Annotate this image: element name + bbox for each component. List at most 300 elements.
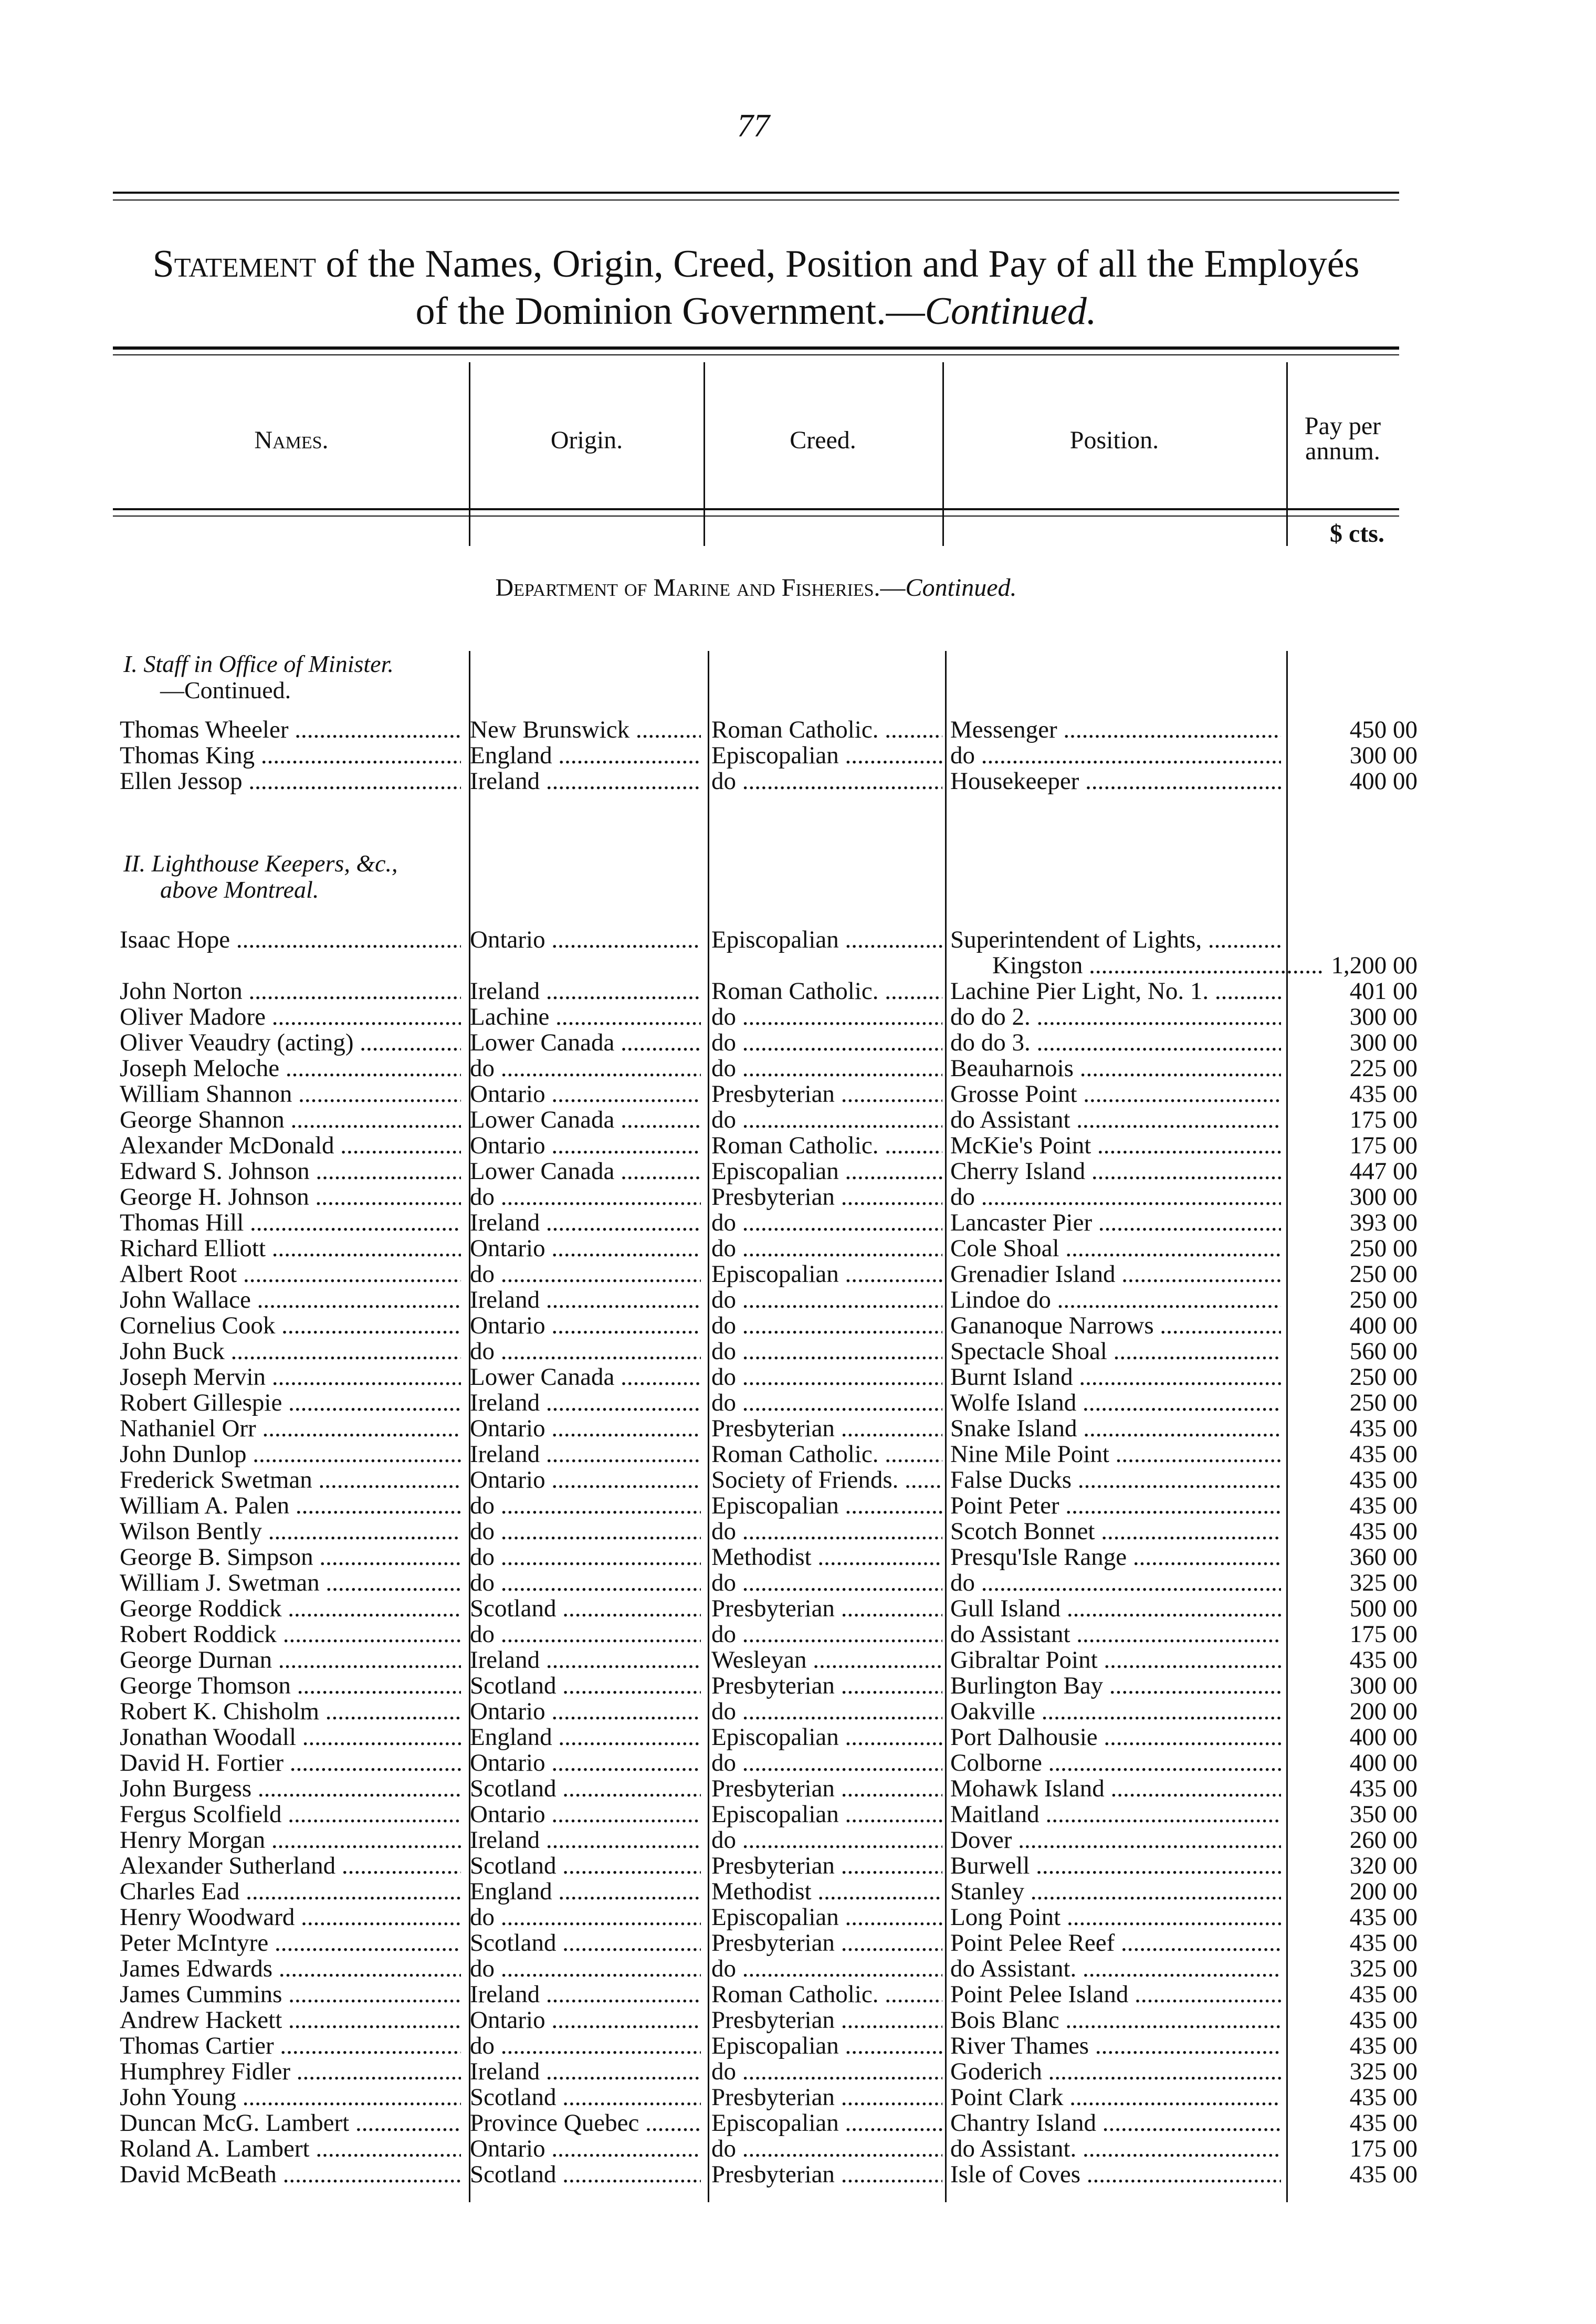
table-row — [0, 1467, 1596, 1493]
employee-name: William A. Palen ..... — [120, 1493, 461, 1519]
employee-creed: do ..... — [711, 1210, 942, 1236]
employee-position: Nine Mile Point ..... — [950, 1442, 1281, 1467]
employee-name: Robert Roddick ..... — [120, 1622, 461, 1647]
employee-origin: Ontario ..... — [470, 1081, 701, 1107]
employee-origin: do ..... — [470, 1622, 701, 1647]
employee-pay: 320 00 — [1349, 1853, 1418, 1879]
employee-position: Colborne ..... — [950, 1750, 1281, 1776]
employee-name: Thomas King ..... — [120, 743, 461, 769]
employee-position: Lancaster Pier ..... — [950, 1210, 1281, 1236]
table-row — [0, 743, 1596, 769]
employee-origin: do ..... — [470, 1519, 701, 1544]
employee-pay: 435 00 — [1349, 1081, 1418, 1107]
employee-pay: 300 00 — [1349, 743, 1418, 769]
header-divider — [1286, 362, 1288, 546]
employee-pay: 325 00 — [1349, 2059, 1418, 2085]
employee-creed: do ..... — [711, 1030, 942, 1056]
employee-name: Humphrey Fidler ..... — [120, 2059, 461, 2085]
table-row — [0, 2110, 1596, 2136]
employee-origin: do ..... — [470, 2033, 701, 2059]
employee-origin: Ireland ..... — [470, 1442, 701, 1467]
table-row — [0, 1416, 1596, 1442]
table-row — [0, 1004, 1596, 1030]
table-row — [0, 1159, 1596, 1184]
employee-creed: Episcopalian ..... — [711, 927, 942, 953]
employee-name: Andrew Hackett ..... — [120, 2007, 461, 2033]
employee-creed: do ..... — [711, 1390, 942, 1416]
employee-creed: do ..... — [711, 1287, 942, 1313]
employee-creed: Presbyterian ..... — [711, 2085, 942, 2110]
employee-pay: 400 00 — [1349, 1313, 1418, 1339]
table-row — [0, 1982, 1596, 2007]
employee-name: Peter McIntyre ..... — [120, 1930, 461, 1956]
table-row — [0, 2033, 1596, 2059]
employee-origin: Ireland ..... — [470, 1210, 701, 1236]
employee-position: Grosse Point ..... — [950, 1081, 1281, 1107]
employee-name: Oliver Veaudry (acting) ..... — [120, 1030, 461, 1056]
table-row — [0, 1261, 1596, 1287]
employee-creed: do ..... — [711, 1956, 942, 1982]
employee-name: Alexander Sutherland ..... — [120, 1853, 461, 1879]
employee-name: Robert K. Chisholm ..... — [120, 1699, 461, 1724]
currency-label: $ cts. — [1330, 520, 1384, 548]
employee-position: Point Peter ..... — [950, 1493, 1281, 1519]
employee-pay: 435 00 — [1349, 2162, 1418, 2188]
employee-pay: 435 00 — [1349, 2007, 1418, 2033]
department-heading — [113, 573, 1399, 602]
table-row — [0, 1236, 1596, 1261]
employee-creed: Episcopalian ..... — [711, 1802, 942, 1827]
employee-position: Goderich ..... — [950, 2059, 1281, 2085]
employee-pay: 435 00 — [1349, 1493, 1418, 1519]
employee-creed: Wesleyan ..... — [711, 1647, 942, 1673]
employee-creed: Roman Catholic. ..... — [711, 1442, 942, 1467]
table-row — [0, 1313, 1596, 1339]
employee-origin: Ontario ..... — [470, 1802, 701, 1827]
employee-creed: do ..... — [711, 1622, 942, 1647]
table-row — [0, 1107, 1596, 1133]
employee-pay: 300 00 — [1349, 1673, 1418, 1699]
employee-origin: do ..... — [470, 1056, 701, 1081]
employee-origin: Ontario ..... — [470, 2007, 701, 2033]
employee-pay: 435 00 — [1349, 1982, 1418, 2007]
employee-creed: Episcopalian ..... — [711, 743, 942, 769]
employee-name: Ellen Jessop ..... — [120, 769, 461, 794]
employee-pay: 300 00 — [1349, 1030, 1418, 1056]
table-row — [0, 1802, 1596, 1827]
table-row — [0, 1724, 1596, 1750]
employee-origin: do ..... — [470, 1905, 701, 1930]
employee-name: John Dunlop ..... — [120, 1442, 461, 1467]
table-row — [0, 1879, 1596, 1905]
header-origin: Origin. — [550, 426, 623, 454]
employee-creed: Society of Friends. ..... — [711, 1467, 942, 1493]
employee-position: Cole Shoal ..... — [950, 1236, 1281, 1261]
employee-name: William J. Swetman ..... — [120, 1570, 461, 1596]
table-row — [0, 769, 1596, 794]
employee-pay: 400 00 — [1349, 1724, 1418, 1750]
employee-position: Oakville ..... — [950, 1699, 1281, 1724]
employee-pay: 175 00 — [1349, 1107, 1418, 1133]
table-row — [0, 1596, 1596, 1622]
employee-creed: Episcopalian ..... — [711, 1493, 942, 1519]
employee-position: Point Pelee Island ..... — [950, 1982, 1281, 2007]
employee-origin: do ..... — [470, 1184, 701, 1210]
title-continued: Continued. — [925, 290, 1097, 333]
table-row — [0, 1930, 1596, 1956]
employee-origin: New Brunswick ..... — [470, 717, 701, 743]
table-row — [0, 1364, 1596, 1390]
employee-origin: Province Quebec ..... — [470, 2110, 701, 2136]
employee-origin: Scotland ..... — [470, 2162, 701, 2188]
employee-position: do do 3. ..... — [950, 1030, 1281, 1056]
employee-position: do ..... — [950, 1184, 1281, 1210]
employee-creed: Episcopalian ..... — [711, 1261, 942, 1287]
employee-origin: do ..... — [470, 1339, 701, 1364]
employee-creed: Roman Catholic. ..... — [711, 717, 942, 743]
department-name: Department of Marine and Fisheries.— — [495, 574, 906, 602]
table-row — [0, 1776, 1596, 1802]
employee-name: Edward S. Johnson ..... — [120, 1159, 461, 1184]
employee-origin: do ..... — [470, 1544, 701, 1570]
table-row — [0, 1622, 1596, 1647]
table-row — [0, 1210, 1596, 1236]
employee-origin: England ..... — [470, 1879, 701, 1905]
employee-name: George Thomson ..... — [120, 1673, 461, 1699]
employee-origin: Ireland ..... — [470, 1647, 701, 1673]
employee-position: do do 2. ..... — [950, 1004, 1281, 1030]
employee-pay: 435 00 — [1349, 1416, 1418, 1442]
employee-pay: 200 00 — [1349, 1699, 1418, 1724]
table-row — [0, 1750, 1596, 1776]
employee-pay: 250 00 — [1349, 1287, 1418, 1313]
employee-creed: do ..... — [711, 1750, 942, 1776]
employee-origin: Ireland ..... — [470, 769, 701, 794]
employee-position: Gananoque Narrows ..... — [950, 1313, 1281, 1339]
employee-creed: Presbyterian ..... — [711, 1596, 942, 1622]
employee-origin: Ireland ..... — [470, 2059, 701, 2085]
employee-pay: 435 00 — [1349, 2033, 1418, 2059]
table-row — [0, 1673, 1596, 1699]
employee-origin: Ireland ..... — [470, 1982, 701, 2007]
employee-origin: Ontario ..... — [470, 2136, 701, 2162]
employee-pay: 250 00 — [1349, 1236, 1418, 1261]
employee-name: David H. Fortier ..... — [120, 1750, 461, 1776]
employee-pay: 175 00 — [1349, 1622, 1418, 1647]
employee-name: John Buck ..... — [120, 1339, 461, 1364]
header-divider — [942, 362, 944, 546]
employee-position: Long Point ..... — [950, 1905, 1281, 1930]
employee-origin: Ontario ..... — [470, 1416, 701, 1442]
employee-position: Burnt Island ..... — [950, 1364, 1281, 1390]
employee-position: Beauharnois ..... — [950, 1056, 1281, 1081]
employee-creed: do ..... — [711, 1313, 942, 1339]
employee-creed: Episcopalian ..... — [711, 1724, 942, 1750]
employee-name: Nathaniel Orr ..... — [120, 1416, 461, 1442]
employee-position: Superintendent of Lights, ..... — [950, 927, 1281, 953]
employee-pay: 400 00 — [1349, 769, 1418, 794]
employee-position: River Thames ..... — [950, 2033, 1281, 2059]
employee-creed: do ..... — [711, 1004, 942, 1030]
employee-creed: Presbyterian ..... — [711, 1853, 942, 1879]
title-rest: of the Names, Origin, Creed, Position and Pay of all the Employés — [316, 243, 1360, 286]
employee-name: Duncan McG. Lambert ..... — [120, 2110, 461, 2136]
table-row — [0, 1699, 1596, 1724]
employee-creed: do ..... — [711, 1107, 942, 1133]
employee-position: Gull Island ..... — [950, 1596, 1281, 1622]
table-row — [0, 1853, 1596, 1879]
employee-pay: 250 00 — [1349, 1390, 1418, 1416]
employee-position: Burwell ..... — [950, 1853, 1281, 1879]
employee-creed: do ..... — [711, 1364, 942, 1390]
employee-name: Frederick Swetman ..... — [120, 1467, 461, 1493]
header-position: Position. — [1069, 426, 1159, 454]
header-pay-line1: Pay per — [1304, 412, 1381, 440]
employee-creed: do ..... — [711, 1699, 942, 1724]
employee-name: Charles Ead ..... — [120, 1879, 461, 1905]
table-row — [0, 1956, 1596, 1982]
employee-origin: Lower Canada ..... — [470, 1107, 701, 1133]
table-row — [0, 2059, 1596, 2085]
employee-position: do Assistant. ..... — [950, 1956, 1281, 1982]
statement-title-line1 — [113, 240, 1399, 288]
table-row — [0, 1647, 1596, 1673]
employee-origin: Lachine ..... — [470, 1004, 701, 1030]
table-row — [0, 1081, 1596, 1107]
employee-origin: Lower Canada ..... — [470, 1159, 701, 1184]
employee-origin: Ontario ..... — [470, 1750, 701, 1776]
table-row — [0, 1056, 1596, 1081]
employee-position: Point Pelee Reef ..... — [950, 1930, 1281, 1956]
employee-pay: 435 00 — [1349, 1776, 1418, 1802]
employee-pay: 225 00 — [1349, 1056, 1418, 1081]
employee-position: Maitland ..... — [950, 1802, 1281, 1827]
employee-creed: Episcopalian ..... — [711, 1905, 942, 1930]
employee-position: Housekeeper ..... — [950, 769, 1281, 794]
table-row — [0, 2007, 1596, 2033]
employee-pay: 560 00 — [1349, 1339, 1418, 1364]
statement-title-line2 — [113, 288, 1399, 335]
employee-name: James Edwards ..... — [120, 1956, 461, 1982]
employee-origin: Scotland ..... — [470, 1673, 701, 1699]
header-rule-bottom-thin — [113, 516, 1399, 517]
header-rule-bottom — [113, 508, 1399, 510]
employee-origin: Scotland ..... — [470, 1596, 701, 1622]
employee-origin: do ..... — [470, 1261, 701, 1287]
employee-name: George B. Simpson ..... — [120, 1544, 461, 1570]
header-pay-line2: annum. — [1305, 437, 1380, 465]
employee-creed: Roman Catholic. ..... — [711, 1982, 942, 2007]
employee-position: Wolfe Island ..... — [950, 1390, 1281, 1416]
employee-pay: 300 00 — [1349, 1184, 1418, 1210]
employee-creed: do ..... — [711, 2136, 942, 2162]
employee-origin: do ..... — [470, 1956, 701, 1982]
employee-creed: do ..... — [711, 769, 942, 794]
employee-origin: Ontario ..... — [470, 927, 701, 953]
employee-name: Cornelius Cook ..... — [120, 1313, 461, 1339]
employee-pay: 401 00 — [1349, 979, 1418, 1004]
header-rule-top-thin — [113, 354, 1399, 355]
employee-name: Joseph Meloche ..... — [120, 1056, 461, 1081]
employee-name: John Burgess ..... — [120, 1776, 461, 1802]
table-row — [0, 1519, 1596, 1544]
employee-pay: 250 00 — [1349, 1261, 1418, 1287]
employee-origin: Ireland ..... — [470, 1827, 701, 1853]
employee-position: Chantry Island ..... — [950, 2110, 1281, 2136]
employee-name: Richard Elliott ..... — [120, 1236, 461, 1261]
employee-creed: do ..... — [711, 1056, 942, 1081]
employee-name: Wilson Bently ..... — [120, 1519, 461, 1544]
header-creed: Creed. — [790, 426, 856, 454]
employee-origin: Ontario ..... — [470, 1236, 701, 1261]
employee-creed: Methodist ..... — [711, 1879, 942, 1905]
table-row — [0, 1570, 1596, 1596]
employee-position: Dover ..... — [950, 1827, 1281, 1853]
employee-position: Stanley ..... — [950, 1879, 1281, 1905]
header-rule-top — [113, 346, 1399, 350]
department-continued: Continued. — [905, 574, 1017, 602]
employee-name: Isaac Hope ..... — [120, 927, 461, 953]
employee-position: Messenger ..... — [950, 717, 1281, 743]
table-row — [0, 1493, 1596, 1519]
table-row — [0, 1184, 1596, 1210]
employee-origin: Ireland ..... — [470, 979, 701, 1004]
table-row — [0, 1905, 1596, 1930]
employee-pay: 435 00 — [1349, 1647, 1418, 1673]
employee-name: George H. Johnson ..... — [120, 1184, 461, 1210]
employee-pay: 250 00 — [1349, 1364, 1418, 1390]
employee-origin: do ..... — [470, 1493, 701, 1519]
top-rule-thin — [113, 199, 1399, 201]
employee-origin: England ..... — [470, 743, 701, 769]
employee-position: do ..... — [950, 743, 1281, 769]
employee-pay: 500 00 — [1349, 1596, 1418, 1622]
employee-position: do Assistant. ..... — [950, 2136, 1281, 2162]
employee-name: Fergus Scolfield ..... — [120, 1802, 461, 1827]
header-names: Names. — [254, 426, 329, 454]
employee-position: False Ducks ..... — [950, 1467, 1281, 1493]
employee-pay: 175 00 — [1349, 2136, 1418, 2162]
employee-pay: 435 00 — [1349, 2085, 1418, 2110]
employee-pay: 1,200 00 — [1331, 953, 1418, 979]
table-row — [0, 717, 1596, 743]
header-divider — [469, 362, 470, 546]
table-row — [0, 2136, 1596, 2162]
employee-position: Lindoe do ..... — [950, 1287, 1281, 1313]
employee-creed: do ..... — [711, 2059, 942, 2085]
employee-name: Joseph Mervin ..... — [120, 1364, 461, 1390]
employee-creed: do ..... — [711, 1236, 942, 1261]
employee-creed: Episcopalian ..... — [711, 1159, 942, 1184]
table-row — [0, 1442, 1596, 1467]
employee-position-continued: Kingston ..... — [950, 953, 1323, 979]
employee-pay: 360 00 — [1349, 1544, 1418, 1570]
employee-name: Robert Gillespie ..... — [120, 1390, 461, 1416]
employee-position: Mohawk Island ..... — [950, 1776, 1281, 1802]
employee-position: Port Dalhousie ..... — [950, 1724, 1281, 1750]
employee-creed: Presbyterian ..... — [711, 1081, 942, 1107]
table-row — [0, 1133, 1596, 1159]
employee-position: Spectacle Shoal ..... — [950, 1339, 1281, 1364]
employee-position: Bois Blanc ..... — [950, 2007, 1281, 2033]
employee-pay: 325 00 — [1349, 1956, 1418, 1982]
employee-name: Thomas Wheeler ..... — [120, 717, 461, 743]
table-row — [0, 1390, 1596, 1416]
employee-name: George Roddick ..... — [120, 1596, 461, 1622]
employee-pay: 350 00 — [1349, 1802, 1418, 1827]
employee-creed: Episcopalian ..... — [711, 2110, 942, 2136]
employee-creed: Roman Catholic. ..... — [711, 1133, 942, 1159]
title-lead: Statement — [152, 243, 316, 286]
employee-creed: Methodist ..... — [711, 1544, 942, 1570]
employee-pay: 175 00 — [1349, 1133, 1418, 1159]
employee-position: Point Clark ..... — [950, 2085, 1281, 2110]
employee-name: John Wallace ..... — [120, 1287, 461, 1313]
employee-creed: Presbyterian ..... — [711, 1930, 942, 1956]
employee-name: Henry Morgan ..... — [120, 1827, 461, 1853]
employee-origin: Lower Canada ..... — [470, 1030, 701, 1056]
employee-position: Grenadier Island ..... — [950, 1261, 1281, 1287]
employee-position: Presqu'Isle Range ..... — [950, 1544, 1281, 1570]
employee-name: George Durnan ..... — [120, 1647, 461, 1673]
employee-origin: Scotland ..... — [470, 2085, 701, 2110]
employee-creed: Roman Catholic. ..... — [711, 979, 942, 1004]
employee-origin: Ontario ..... — [470, 1133, 701, 1159]
employee-creed: Presbyterian ..... — [711, 1776, 942, 1802]
employee-position: do Assistant ..... — [950, 1107, 1281, 1133]
employee-name: Oliver Madore ..... — [120, 1004, 461, 1030]
employee-creed: Presbyterian ..... — [711, 2007, 942, 2033]
employee-position: Cherry Island ..... — [950, 1159, 1281, 1184]
table-row — [0, 1544, 1596, 1570]
employee-name: Albert Root ..... — [120, 1261, 461, 1287]
employee-position: Isle of Coves ..... — [950, 2162, 1281, 2188]
employee-name: George Shannon ..... — [120, 1107, 461, 1133]
employee-pay: 300 00 — [1349, 1004, 1418, 1030]
employee-name: John Norton ..... — [120, 979, 461, 1004]
employee-position: Gibraltar Point ..... — [950, 1647, 1281, 1673]
employee-origin: Ireland ..... — [470, 1390, 701, 1416]
employee-position: Lachine Pier Light, No. 1. ..... — [950, 979, 1281, 1004]
employee-position: do ..... — [950, 1570, 1281, 1596]
employee-creed: do ..... — [711, 1339, 942, 1364]
section-title: I. Staff in Office of Minister. —Continued. — [123, 650, 394, 703]
employee-origin: Lower Canada ..... — [470, 1364, 701, 1390]
employee-pay: 447 00 — [1349, 1159, 1418, 1184]
employee-pay: 325 00 — [1349, 1570, 1418, 1596]
employee-pay: 435 00 — [1349, 1442, 1418, 1467]
employee-pay: 260 00 — [1349, 1827, 1418, 1853]
employee-origin: do ..... — [470, 1570, 701, 1596]
employee-origin: Ireland ..... — [470, 1287, 701, 1313]
employee-position: Burlington Bay ..... — [950, 1673, 1281, 1699]
page-number: 77 — [737, 108, 770, 144]
table-row — [0, 1287, 1596, 1313]
table-row — [0, 927, 1596, 979]
employee-creed: Presbyterian ..... — [711, 1416, 942, 1442]
employee-origin: Ontario ..... — [470, 1313, 701, 1339]
employee-origin: Scotland ..... — [470, 1776, 701, 1802]
employee-creed: Presbyterian ..... — [711, 1673, 942, 1699]
employee-pay: 393 00 — [1349, 1210, 1418, 1236]
employee-position: Scotch Bonnet ..... — [950, 1519, 1281, 1544]
employee-name: Thomas Hill ..... — [120, 1210, 461, 1236]
employee-origin: Scotland ..... — [470, 1853, 701, 1879]
employee-origin: Scotland ..... — [470, 1930, 701, 1956]
employee-creed: Presbyterian ..... — [711, 1184, 942, 1210]
employee-pay: 435 00 — [1349, 1930, 1418, 1956]
employee-position: McKie's Point ..... — [950, 1133, 1281, 1159]
